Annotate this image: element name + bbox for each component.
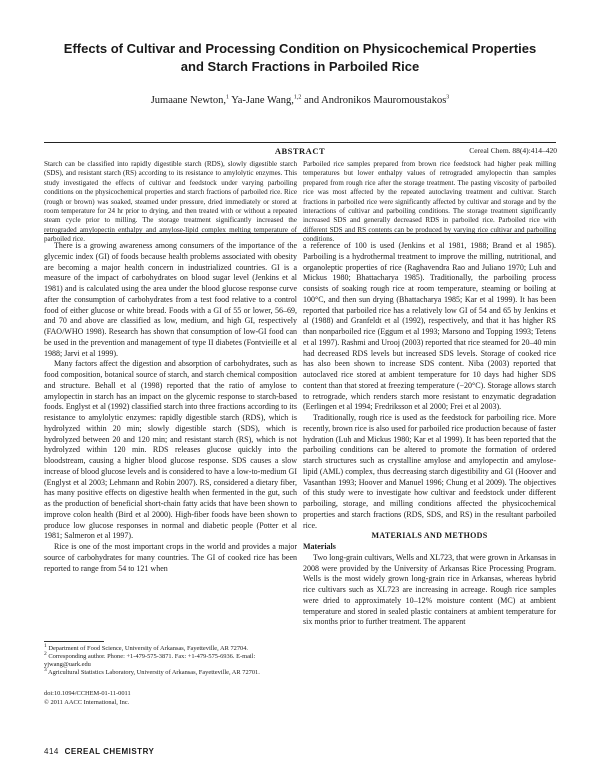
- author-1: Jumaane Newton,: [150, 95, 226, 106]
- body-paragraph: Two long-grain cultivars, Wells and XL723, that were grown in Arkansas in 2008 were provided by the University of Arkansas Rice Processing Program. Wells is the most widely grown long-grain rice in Arkansas, whereas hybrid rice cultivars such as XL723 are increasing in acreage. Rough rice samples were dried to approximately 10–12% moisture content (MC) at ambient temperature and stored in sealed plastic containers at ambient temperature for six months prior to further treatment. The apparent: [303, 552, 556, 627]
- body-paragraph: There is a growing awareness among consumers of the importance of the glycemic index (GI) of foods because health problems associated with obesity are becoming a major health concern in industrialized countries. GI is a measure of the impact of carbohydrates on blood sugar level (Jenkins et al 1981) and is calculated using the area under the blood glucose response curve after the consumption of carbohydrates from a test food relative to a control food of either glucose or white bread. Foods with a GI of 55 or lower, 56–69, and 70 and above are classified as low, medium, and high GI, respectively (FAO/WHO 1998). Research has shown that consumption of low-GI food can be used in the prevention and management of type II diabetes (Fontvieille et al 1988; Jarvi et al 1999).: [44, 241, 297, 358]
- footnote-2: $^2$ Corresponding author. Phone: +1-479-575-3871. Fax: +1-479-575-6936. E-mail: yjwang@uark.edu: [44, 650, 256, 669]
- page-number: 414: [44, 747, 59, 756]
- body-right-column: [303, 241, 556, 628]
- page-footer: [44, 747, 154, 756]
- author-1-affiliation: 1: [225, 94, 229, 101]
- body-left-column: [44, 241, 297, 574]
- copyright-text: © 2011 AACC International, Inc.: [44, 698, 130, 706]
- footnote-1: $^1$ Department of Food Science, University of Arkansas, Fayetteville, AR 72704.: [44, 642, 249, 652]
- doi-block: [44, 690, 131, 707]
- footnote-rule: [44, 641, 104, 642]
- body-paragraph: Rice is one of the most important crops in the world and provides a major source of carbohydrates for many countries. The GI of cooked rice has been reported to range from 54 to 121 when: [44, 542, 297, 573]
- journal-citation: Cereal Chem. 88(4):414–420: [469, 146, 557, 155]
- abstract-left-column: Starch can be classified into rapidly digestible starch (RDS), slowly digestible starch (SDS), and resistant starch (RS) according to its resistance to amylolytic enzymes. This study investigated the effects of cultivar and feedstock under varying parboiling conditions on the physicochemical properties and starch fractions of parboiled rice. Rice (rough or brown) was soaked, steamed under pressure, dried immediately or stored at room temperature for 24 hr prior to drying, and then treated with or without a repeated steam cycle prior to milling. The storage treatment significantly increased the retrograded amylopectin enthalpy and amylose-lipid complex melting temperature of parboiled rice.: [44, 160, 297, 244]
- subsection-heading: Materials: [303, 542, 336, 551]
- section-heading: MATERIALS AND METHODS: [371, 531, 488, 541]
- doi-text: doi:10.1094/CCHEM-01-11-0011: [44, 690, 131, 697]
- body-paragraph: Many factors affect the digestion and absorption of carbohydrates, such as food composition, botanical source of starch, and starch chemical composition and structure. Behall et al (1998) reported that the ratio of amylose to amylopectin in starch has an impact on the glycemic response to starch-based foods. Englyst et al (1992) classified starch into three fractions according to its resistance to amylolytic enzymes: rapidly digestible starch (RDS), which is hydrolyzed within 20 min; slowly digestible starch (SDS), which is hydrolyzed between 20 and 120 min; and resistant starch (RS), which is not hydrolyzed within 120 min. RDS releases glucose quickly into the bloodstream, causing a higher blood glucose response. SDS causes a slow increase of blood glucose levels and is considered to have a low-to-medium GI (Englyst et al 2003; Lehmann and Robin 2007). RS, considered a dietary fiber, has many positive effects on digestive health when fermented in the gut, such as the production of beneficial short-chain fatty acids that have been shown to improve colon health (Bird et al 2000). High-fiber foods have been shown to produce low glucose responses in normal and diabetic people (Potter et al 1981; Salmeron et al 1997).: [44, 359, 297, 541]
- author-3: and Andronikos Mauromoustakos: [301, 95, 447, 106]
- journal-name: CEREAL CHEMISTRY: [64, 747, 155, 756]
- title-line-2: and Starch Fractions in Parboiled Rice: [180, 59, 420, 74]
- title-line-1: Effects of Cultivar and Processing Condition on Physicochemical Properties: [63, 41, 537, 56]
- top-rule: [44, 142, 556, 143]
- footnotes: [44, 642, 297, 677]
- author-2-affiliation: 1,2: [293, 94, 302, 101]
- body-paragraph: a reference of 100 is used (Jenkins et al 1981, 1988; Brand et al 1985). Parboiling is a hydrothermal treatment to improve the milling, nutritional, and organoleptic properties of rice (Raghavendra Rao and Juliano 1970; Luh and Mickus 1980; Bhattacharya 1985). Traditionally, the parboiling process consists of soaking rough rice at room temperature, steaming or boiling at 100°C, and then sun drying (Bhattacharya 1985; Kar et al 1999). It has been reported that parboiled rice has a relatively low GI of 54 and 65 by Jenkins et al (1988) and Granfeldt et al (1992), respectively, and that it has higher RS than nonparboiled rice (Eggum et al 1993; Marsono and Topping 1993; Tetens et al 1997). Rashmi and Urooj (2003) reported that rice steamed for 20–40 min had decreased RDS levels but increased SDS levels. Storage of cooked rice has also been shown to increase SDS content. Niba (2003) reported that autoclaved rice stored at ambient temperature for 10 days had higher SDS content than that stored at freezing temperature (−20°C). Storage allows starch to retrograde, which renders starch more resistant to enzymatic degradation (Eerlingen et al 1994; Fredriksson et al 2000; Frei et al 2003).: [303, 241, 556, 412]
- article-title: [40, 40, 560, 76]
- body-paragraph: Traditionally, rough rice is used as the feedstock for parboiling rice. More recently, brown rice is also used for parboiled rice production because of faster hydration (Luh and Mickus 1980; Kar et al 1999). It has been reported that the parboiling conditions can be altered to promote the formation of ordered starch structures such as crystalline amylose and amylopectin and amylose-lipid (AML) complex, thus decreasing starch digestibility and GI (Hoover and Vasanthan 1993; Hoover and Manuel 1996; Chung et al 2009). The objectives of this study were to investigate how cultivar and feedstock under different parboiling, storage, and milling conditions affected the physicochemical properties and starch fractions (RDS, SDS, and RS) in the resultant parboiled rice.: [303, 413, 556, 530]
- abstract-label: ABSTRACT: [274, 146, 326, 156]
- abstract-rule: [44, 233, 556, 234]
- author-3-affiliation: 3: [446, 94, 450, 101]
- footnote-3: $^3$ Agricultural Statistics Laboratory, University of Arkansas, Fayetteville, AR 72701.: [44, 667, 260, 677]
- author-list: [40, 95, 560, 106]
- abstract-right-column: Parboiled rice samples prepared from brown rice feedstock had higher peak milling temperatures but lower enthalpy values of retrograded amylopectin than samples prepared from rough rice after the storage treatment. The pasting viscosity of parboiled rice was most affected by the repeated autoclaving treatment and cultivar. Starch fractions in parboiled rice were significantly affected by cultivar and storage and by the interactions of cultivar and parboiling conditions. The storage treatment significantly increased SDS and generally decreased RDS in parboiled rice. Parboiled rice with different SDS and RS contents can be produced by varying rice cultivar and parboiling conditions.: [303, 160, 556, 244]
- author-2: Ya-Jane Wang,: [228, 95, 294, 106]
